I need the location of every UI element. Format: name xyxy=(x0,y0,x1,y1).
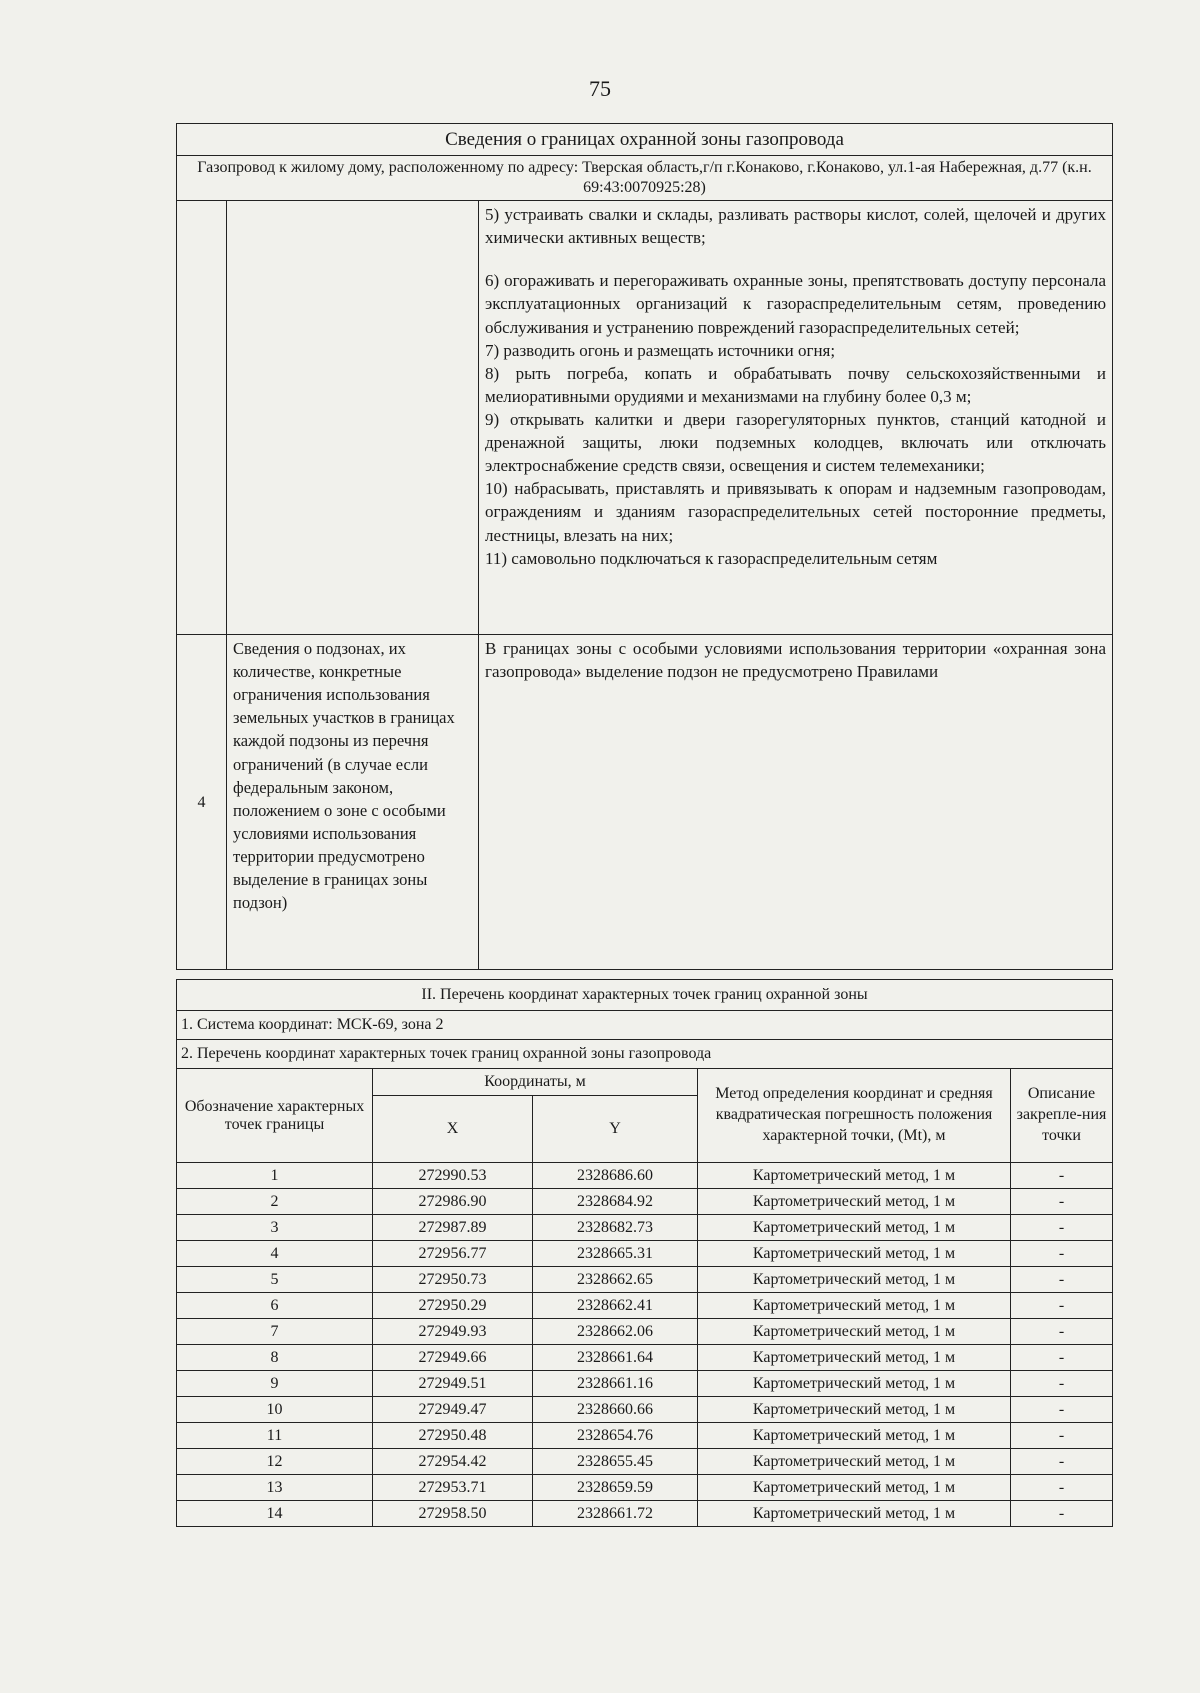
point-desc: - xyxy=(1011,1345,1113,1371)
restriction-item: 6) огораживать и перегораживать охранные зоны, препятствовать доступу персонала эксплуатационных организаций к газораспределительным сетям, проведению обслуживания и устранению повреждений газораспределительных сетей; xyxy=(485,271,1107,337)
point-id: 14 xyxy=(177,1501,373,1527)
coords-list-title: 2. Перечень координат характерных точек границ охранной зоны газопровода xyxy=(177,1040,1113,1069)
method: Картометрический метод, 1 м xyxy=(698,1371,1011,1397)
coord-x: 272950.73 xyxy=(373,1267,533,1293)
coord-y: 2328661.72 xyxy=(533,1501,698,1527)
point-id: 11 xyxy=(177,1423,373,1449)
coord-x: 272950.29 xyxy=(373,1293,533,1319)
point-desc: - xyxy=(1011,1397,1113,1423)
restriction-item: 5) устраивать свалки и склады, разливать растворы кислот, солей, щелочей и других химически активных веществ; xyxy=(485,205,1107,248)
zone-info-table xyxy=(176,123,1113,970)
point-desc: - xyxy=(1011,1241,1113,1267)
point-id: 8 xyxy=(177,1345,373,1371)
method: Картометрический метод, 1 м xyxy=(698,1215,1011,1241)
method: Картометрический метод, 1 м xyxy=(698,1267,1011,1293)
row4-number: 4 xyxy=(177,635,227,970)
coord-x: 272990.53 xyxy=(373,1163,533,1189)
coord-x: 272950.48 xyxy=(373,1423,533,1449)
coord-system: 1. Система координат: МСК-69, зона 2 xyxy=(177,1011,1113,1040)
header-method: Метод определения координат и средняя квадратическая погрешность положения характерной точки, (Mt), м xyxy=(698,1069,1011,1163)
coord-y: 2328661.16 xyxy=(533,1371,698,1397)
restriction-item: 7) разводить огонь и размещать источники огня; xyxy=(485,340,836,360)
coord-x: 272954.42 xyxy=(373,1449,533,1475)
coord-x: 272986.90 xyxy=(373,1189,533,1215)
coords-row xyxy=(177,1163,1113,1189)
point-desc: - xyxy=(1011,1423,1113,1449)
point-desc: - xyxy=(1011,1501,1113,1527)
point-desc: - xyxy=(1011,1319,1113,1345)
point-desc: - xyxy=(1011,1475,1113,1501)
header-desc: Описание закрепле-ния точки xyxy=(1011,1069,1113,1163)
row4-value: В границах зоны с особыми условиями использования территории «охранная зона газопровода» выделение подзон не предусмотрено Правилами xyxy=(479,635,1113,970)
point-id: 9 xyxy=(177,1371,373,1397)
header-x: X xyxy=(373,1096,533,1163)
point-desc: - xyxy=(1011,1449,1113,1475)
method: Картометрический метод, 1 м xyxy=(698,1397,1011,1423)
coords-row xyxy=(177,1241,1113,1267)
coord-y: 2328654.76 xyxy=(533,1423,698,1449)
point-desc: - xyxy=(1011,1293,1113,1319)
coords-row xyxy=(177,1215,1113,1241)
coord-y: 2328655.45 xyxy=(533,1449,698,1475)
doc-title: Сведения о границах охранной зоны газопровода xyxy=(177,124,1113,156)
coord-x: 272956.77 xyxy=(373,1241,533,1267)
coord-y: 2328662.06 xyxy=(533,1319,698,1345)
coords-row xyxy=(177,1475,1113,1501)
coords-row xyxy=(177,1501,1113,1527)
method: Картометрический метод, 1 м xyxy=(698,1293,1011,1319)
restrictions-list xyxy=(479,201,1113,635)
method: Картометрический метод, 1 м xyxy=(698,1189,1011,1215)
coord-y: 2328660.66 xyxy=(533,1397,698,1423)
point-id: 7 xyxy=(177,1319,373,1345)
method: Картометрический метод, 1 м xyxy=(698,1423,1011,1449)
point-id: 2 xyxy=(177,1189,373,1215)
row3-label-cell xyxy=(227,201,479,635)
row3-number-cell xyxy=(177,201,227,635)
method: Картометрический метод, 1 м xyxy=(698,1319,1011,1345)
coords-row xyxy=(177,1371,1113,1397)
coords-row xyxy=(177,1319,1113,1345)
coord-x: 272987.89 xyxy=(373,1215,533,1241)
page-number: 75 xyxy=(589,76,611,101)
header-point: Обозначение характерных точек границы xyxy=(177,1069,373,1163)
coord-y: 2328661.64 xyxy=(533,1345,698,1371)
coord-x: 272949.66 xyxy=(373,1345,533,1371)
coord-x: 272958.50 xyxy=(373,1501,533,1527)
coord-y: 2328686.60 xyxy=(533,1163,698,1189)
row4-label: Сведения о подзонах, их количестве, конкретные ограничения использования земельных участков в границах каждой подзоны из перечня ограничений (в случае если федеральным законом, положением о зоне с особыми условиями использования территории предусмотрено выделение в границах зоны подзон) xyxy=(227,635,479,970)
point-id: 13 xyxy=(177,1475,373,1501)
coord-y: 2328665.31 xyxy=(533,1241,698,1267)
coord-y: 2328659.59 xyxy=(533,1475,698,1501)
section2-heading: II. Перечень координат характерных точек границ охранной зоны xyxy=(177,980,1113,1011)
coord-x: 272949.51 xyxy=(373,1371,533,1397)
coordinates-section xyxy=(176,979,1113,1527)
method: Картометрический метод, 1 м xyxy=(698,1475,1011,1501)
coord-x: 272953.71 xyxy=(373,1475,533,1501)
coord-y: 2328682.73 xyxy=(533,1215,698,1241)
coord-y: 2328684.92 xyxy=(533,1189,698,1215)
restriction-item: 11) самовольно подключаться к газораспределительным сетям xyxy=(485,548,938,568)
point-desc: - xyxy=(1011,1371,1113,1397)
coords-row xyxy=(177,1423,1113,1449)
point-desc: - xyxy=(1011,1189,1113,1215)
header-coords: Координаты, м xyxy=(373,1069,698,1096)
point-id: 6 xyxy=(177,1293,373,1319)
point-id: 4 xyxy=(177,1241,373,1267)
header-y: Y xyxy=(533,1096,698,1163)
coords-row xyxy=(177,1189,1113,1215)
restriction-item: 8) рыть погреба, копать и обрабатывать почву сельскохозяйственными и мелиоративными орудиями и механизмами на глубину более 0,3 м; xyxy=(485,363,1107,406)
coords-row xyxy=(177,1397,1113,1423)
point-id: 5 xyxy=(177,1267,373,1293)
point-id: 12 xyxy=(177,1449,373,1475)
coords-row xyxy=(177,1345,1113,1371)
doc-subtitle: Газопровод к жилому дому, расположенному по адресу: Тверская область,г/п г.Конаково, г.Конаково, ул.1-ая Набережная, д.77 (к.н. 69:43:0070925:28) xyxy=(177,156,1113,201)
point-desc: - xyxy=(1011,1267,1113,1293)
point-id: 3 xyxy=(177,1215,373,1241)
coords-row xyxy=(177,1267,1113,1293)
restriction-item: 10) набрасывать, приставлять и привязывать к опорам и надземным газопроводам, ограждениям и зданиям газораспределительных сетей посторонние предметы, лестницы, влезать на них; xyxy=(485,479,1107,545)
point-desc: - xyxy=(1011,1215,1113,1241)
coords-row xyxy=(177,1293,1113,1319)
point-desc: - xyxy=(1011,1163,1113,1189)
point-id: 1 xyxy=(177,1163,373,1189)
coords-body xyxy=(177,1163,1113,1527)
method: Картометрический метод, 1 м xyxy=(698,1501,1011,1527)
method: Картометрический метод, 1 м xyxy=(698,1241,1011,1267)
coords-row xyxy=(177,1449,1113,1475)
method: Картометрический метод, 1 м xyxy=(698,1163,1011,1189)
coord-x: 272949.47 xyxy=(373,1397,533,1423)
method: Картометрический метод, 1 м xyxy=(698,1345,1011,1371)
restriction-item: 9) открывать калитки и двери газорегуляторных пунктов, станций катодной и дренажной защиты, люки подземных колодцев, включать или отключать электроснабжение средств связи, освещения и систем телемеханики; xyxy=(485,409,1107,476)
coord-y: 2328662.65 xyxy=(533,1267,698,1293)
coord-x: 272949.93 xyxy=(373,1319,533,1345)
method: Картометрический метод, 1 м xyxy=(698,1449,1011,1475)
point-id: 10 xyxy=(177,1397,373,1423)
coord-y: 2328662.41 xyxy=(533,1293,698,1319)
